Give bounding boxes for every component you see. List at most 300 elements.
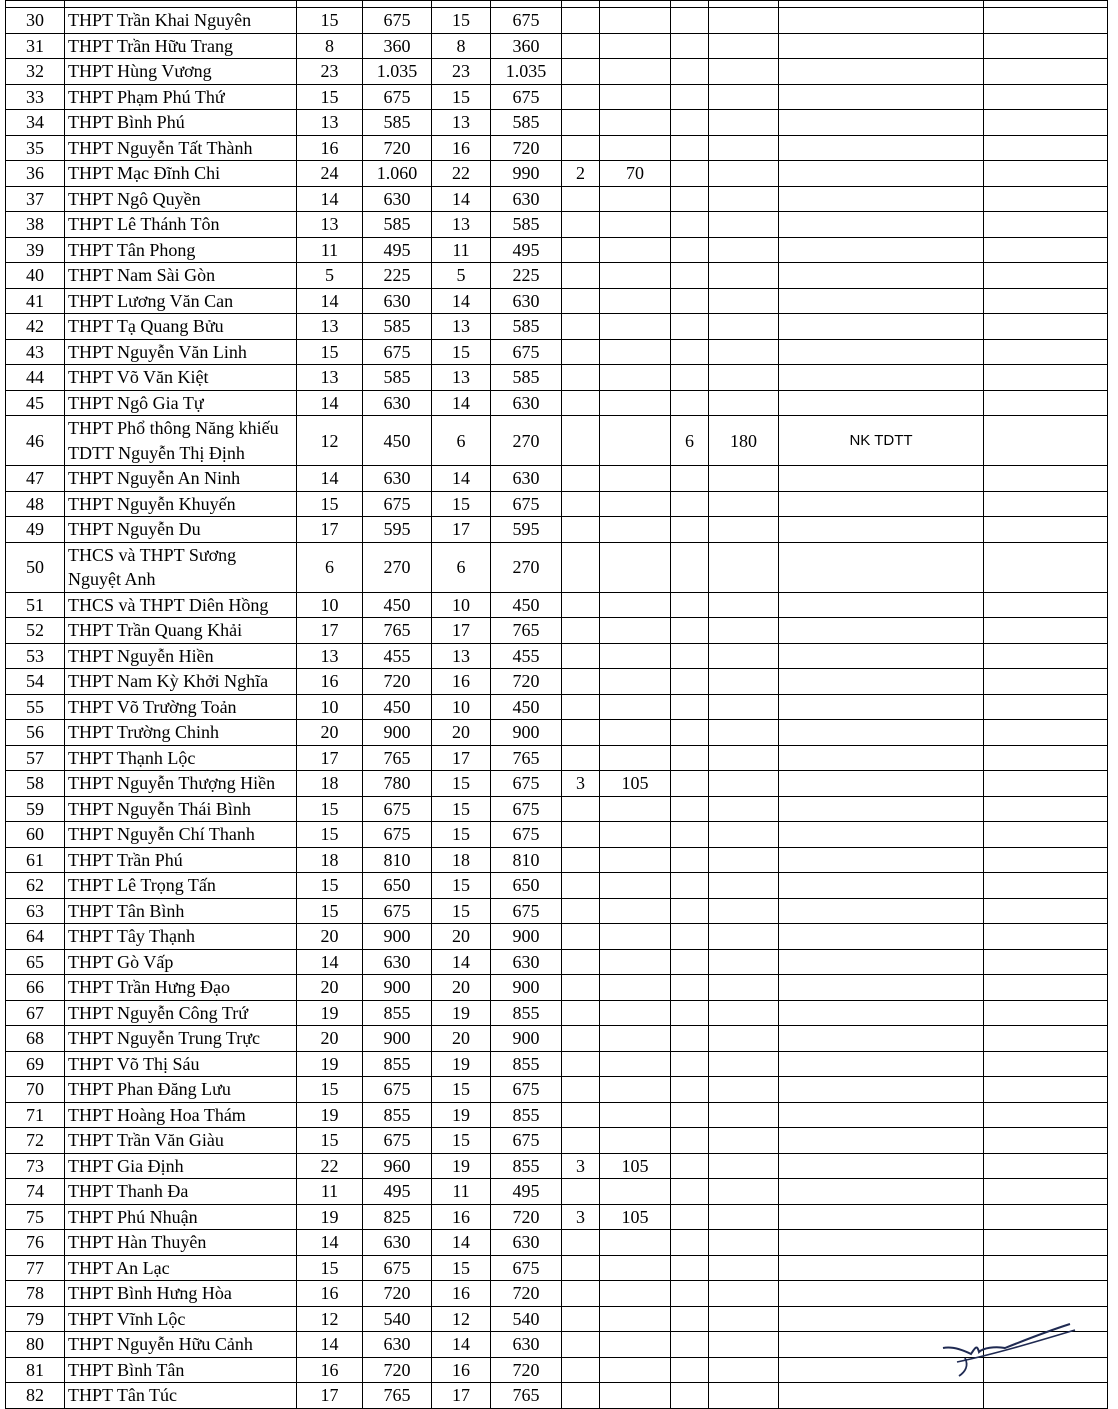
row-number-cell: 56 (6, 720, 65, 746)
regular-classes-cell: 19 (432, 1000, 491, 1026)
special-quota-cell (600, 84, 671, 110)
total-quota-cell: 675 (363, 1255, 432, 1281)
note-cell (779, 1383, 984, 1409)
regular-quota-cell: 720 (491, 1204, 562, 1230)
talent-quota-cell (709, 771, 779, 797)
empty-cell (984, 8, 1108, 34)
regular-quota-cell: 675 (491, 1255, 562, 1281)
empty-cell (984, 110, 1108, 136)
regular-quota-cell: 720 (491, 135, 562, 161)
note-cell (779, 643, 984, 669)
regular-quota-cell: 630 (491, 186, 562, 212)
table-row (6, 1281, 1108, 1307)
total-classes-cell: 19 (297, 1051, 363, 1077)
row-number-cell: 63 (6, 898, 65, 924)
regular-classes-cell: 15 (432, 84, 491, 110)
total-quota-cell: 855 (363, 1102, 432, 1128)
table-row (6, 796, 1108, 822)
special-quota-cell (600, 1000, 671, 1026)
table-row (6, 1077, 1108, 1103)
talent-quota-cell (709, 669, 779, 695)
total-classes-cell: 17 (297, 517, 363, 543)
talent-classes-cell (671, 1281, 709, 1307)
school-name-cell: THPT Lê Trọng Tấn (65, 873, 297, 899)
regular-quota-cell: 855 (491, 1000, 562, 1026)
regular-classes-cell: 14 (432, 390, 491, 416)
empty-cell (984, 949, 1108, 975)
talent-quota-cell (709, 1230, 779, 1256)
total-quota-cell: 585 (363, 314, 432, 340)
special-classes-cell (562, 1306, 600, 1332)
row-number-cell: 35 (6, 135, 65, 161)
talent-classes-cell (671, 1383, 709, 1409)
total-classes-cell: 16 (297, 1357, 363, 1383)
talent-classes-cell (671, 618, 709, 644)
talent-quota-cell (709, 1128, 779, 1154)
total-classes-cell: 19 (297, 1204, 363, 1230)
regular-quota-cell: 450 (491, 592, 562, 618)
special-quota-cell (600, 314, 671, 340)
total-quota-cell: 855 (363, 1051, 432, 1077)
regular-quota-cell: 900 (491, 720, 562, 746)
regular-quota-cell: 855 (491, 1153, 562, 1179)
note-cell (779, 847, 984, 873)
row-number-cell: 43 (6, 339, 65, 365)
talent-quota-cell (709, 1281, 779, 1307)
regular-classes-cell: 13 (432, 110, 491, 136)
row-number-cell: 40 (6, 263, 65, 289)
special-classes-cell (562, 237, 600, 263)
table-row (6, 186, 1108, 212)
table-row (6, 694, 1108, 720)
total-classes-cell: 15 (297, 822, 363, 848)
special-quota-cell (600, 618, 671, 644)
talent-classes-cell (671, 1026, 709, 1052)
regular-quota-cell: 810 (491, 847, 562, 873)
talent-classes-cell (671, 847, 709, 873)
table-row (6, 1153, 1108, 1179)
regular-quota-cell: 765 (491, 1383, 562, 1409)
total-classes-cell: 20 (297, 975, 363, 1001)
row-number-cell: 76 (6, 1230, 65, 1256)
note-cell (779, 898, 984, 924)
regular-classes-cell: 15 (432, 339, 491, 365)
talent-quota-cell (709, 924, 779, 950)
total-quota-cell: 450 (363, 592, 432, 618)
total-quota-cell: 595 (363, 517, 432, 543)
total-quota-cell: 765 (363, 1383, 432, 1409)
talent-quota-cell (709, 466, 779, 492)
regular-quota-cell: 675 (491, 1077, 562, 1103)
regular-quota-cell: 595 (491, 517, 562, 543)
talent-quota-cell (709, 898, 779, 924)
school-name-cell: THPT Nam Sài Gòn (65, 263, 297, 289)
note-cell (779, 745, 984, 771)
special-classes-cell (562, 1000, 600, 1026)
school-name-cell: THPT Phạm Phú Thứ (65, 84, 297, 110)
total-classes-cell: 19 (297, 1102, 363, 1128)
regular-classes-cell: 16 (432, 1281, 491, 1307)
regular-classes-cell: 15 (432, 8, 491, 34)
talent-classes-cell: 6 (671, 416, 709, 466)
total-quota-cell: 675 (363, 339, 432, 365)
regular-quota-cell: 720 (491, 1281, 562, 1307)
school-name-cell: THPT Tân Phong (65, 237, 297, 263)
total-classes-cell: 23 (297, 59, 363, 85)
talent-classes-cell (671, 314, 709, 340)
special-quota-cell (600, 1357, 671, 1383)
school-name-cell: THPT Nguyễn Khuyến (65, 491, 297, 517)
talent-quota-cell (709, 212, 779, 238)
regular-classes-cell: 8 (432, 33, 491, 59)
school-name-cell: THPT Bình Hưng Hòa (65, 1281, 297, 1307)
special-quota-cell (600, 1102, 671, 1128)
empty-cell (984, 669, 1108, 695)
special-classes-cell (562, 84, 600, 110)
empty-cell (984, 1000, 1108, 1026)
row-number-cell: 37 (6, 186, 65, 212)
note-cell (779, 618, 984, 644)
total-classes-cell: 12 (297, 416, 363, 466)
regular-classes-cell: 15 (432, 1077, 491, 1103)
regular-classes-cell: 14 (432, 1332, 491, 1358)
special-classes-cell (562, 694, 600, 720)
special-quota-cell (600, 1230, 671, 1256)
total-classes-cell: 18 (297, 771, 363, 797)
total-classes-cell: 22 (297, 1153, 363, 1179)
empty-cell (984, 1102, 1108, 1128)
table-row (6, 1204, 1108, 1230)
total-quota-cell: 720 (363, 1357, 432, 1383)
empty-cell (984, 517, 1108, 543)
total-quota-cell: 675 (363, 796, 432, 822)
special-classes-cell (562, 643, 600, 669)
special-quota-cell (600, 924, 671, 950)
school-name-cell: THPT Gò Vấp (65, 949, 297, 975)
special-classes-cell (562, 1026, 600, 1052)
total-classes-cell: 19 (297, 1000, 363, 1026)
special-quota-cell (600, 1306, 671, 1332)
special-classes-cell (562, 1128, 600, 1154)
special-quota-cell (600, 517, 671, 543)
empty-cell (984, 975, 1108, 1001)
total-quota-cell: 450 (363, 416, 432, 466)
school-name-cell: THPT Thanh Đa (65, 1179, 297, 1205)
total-classes-cell: 5 (297, 263, 363, 289)
table-row (6, 949, 1108, 975)
empty-cell (984, 1077, 1108, 1103)
note-cell (779, 873, 984, 899)
special-quota-cell (600, 1026, 671, 1052)
regular-quota-cell: 630 (491, 390, 562, 416)
row-number-cell: 36 (6, 161, 65, 187)
table-top-edge-row (6, 1, 1108, 8)
school-name-cell: THPT Trần Hưng Đạo (65, 975, 297, 1001)
regular-classes-cell: 15 (432, 898, 491, 924)
talent-classes-cell (671, 33, 709, 59)
talent-quota-cell (709, 592, 779, 618)
talent-quota-cell (709, 1383, 779, 1409)
regular-classes-cell: 11 (432, 237, 491, 263)
empty-cell (984, 1179, 1108, 1205)
table-row (6, 339, 1108, 365)
special-classes-cell (562, 288, 600, 314)
table-row (6, 745, 1108, 771)
school-name-cell: THPT Phổ thông Năng khiếu TDTT Nguyễn Thị Định (65, 416, 297, 466)
total-quota-cell: 765 (363, 618, 432, 644)
regular-classes-cell: 12 (432, 1306, 491, 1332)
row-number-cell: 81 (6, 1357, 65, 1383)
table-row (6, 416, 1108, 466)
row-number-cell: 49 (6, 517, 65, 543)
school-name-cell: THPT Ngô Gia Tự (65, 390, 297, 416)
special-quota-cell (600, 416, 671, 466)
total-quota-cell: 630 (363, 288, 432, 314)
table-row (6, 618, 1108, 644)
regular-quota-cell: 450 (491, 694, 562, 720)
empty-cell (984, 59, 1108, 85)
total-quota-cell: 675 (363, 1128, 432, 1154)
total-classes-cell: 15 (297, 1255, 363, 1281)
total-classes-cell: 14 (297, 949, 363, 975)
regular-classes-cell: 5 (432, 263, 491, 289)
talent-classes-cell (671, 110, 709, 136)
row-number-cell: 38 (6, 212, 65, 238)
empty-cell (984, 771, 1108, 797)
total-quota-cell: 720 (363, 1281, 432, 1307)
school-name-cell: THPT Nguyễn Trung Trực (65, 1026, 297, 1052)
empty-cell (984, 390, 1108, 416)
talent-quota-cell (709, 1357, 779, 1383)
total-quota-cell: 900 (363, 1026, 432, 1052)
total-quota-cell: 650 (363, 873, 432, 899)
talent-quota-cell (709, 643, 779, 669)
special-classes-cell (562, 263, 600, 289)
special-quota-cell (600, 1051, 671, 1077)
regular-classes-cell: 6 (432, 542, 491, 592)
table-row (6, 59, 1108, 85)
note-cell (779, 517, 984, 543)
school-name-cell: THPT Mạc Đĩnh Chi (65, 161, 297, 187)
total-quota-cell: 900 (363, 720, 432, 746)
note-cell (779, 1230, 984, 1256)
regular-quota-cell: 630 (491, 1332, 562, 1358)
special-classes-cell (562, 796, 600, 822)
total-quota-cell: 495 (363, 1179, 432, 1205)
talent-quota-cell (709, 847, 779, 873)
regular-quota-cell: 675 (491, 84, 562, 110)
empty-cell (984, 898, 1108, 924)
special-classes-cell (562, 898, 600, 924)
regular-quota-cell: 630 (491, 288, 562, 314)
talent-classes-cell (671, 1306, 709, 1332)
special-quota-cell (600, 1077, 671, 1103)
special-quota-cell (600, 592, 671, 618)
special-classes-cell (562, 1077, 600, 1103)
special-quota-cell: 70 (600, 161, 671, 187)
empty-cell (984, 720, 1108, 746)
row-number-cell: 52 (6, 618, 65, 644)
regular-quota-cell: 675 (491, 796, 562, 822)
note-cell: NK TDTT (779, 416, 984, 466)
row-number-cell: 57 (6, 745, 65, 771)
total-quota-cell: 495 (363, 237, 432, 263)
total-quota-cell: 630 (363, 949, 432, 975)
regular-classes-cell: 15 (432, 1255, 491, 1281)
school-name-cell: THPT Nguyễn Thượng Hiền (65, 771, 297, 797)
row-number-cell: 75 (6, 1204, 65, 1230)
talent-classes-cell (671, 1000, 709, 1026)
talent-quota-cell (709, 135, 779, 161)
total-classes-cell: 24 (297, 161, 363, 187)
total-quota-cell: 540 (363, 1306, 432, 1332)
note-cell (779, 59, 984, 85)
regular-classes-cell: 14 (432, 186, 491, 212)
note-cell (779, 694, 984, 720)
school-name-cell: THPT Lê Thánh Tôn (65, 212, 297, 238)
special-quota-cell (600, 8, 671, 34)
total-classes-cell: 13 (297, 212, 363, 238)
table-row (6, 1051, 1108, 1077)
regular-quota-cell: 990 (491, 161, 562, 187)
school-name-cell: THPT Tân Túc (65, 1383, 297, 1409)
total-classes-cell: 13 (297, 314, 363, 340)
total-quota-cell: 900 (363, 924, 432, 950)
total-classes-cell: 20 (297, 720, 363, 746)
total-quota-cell: 630 (363, 1332, 432, 1358)
special-classes-cell (562, 339, 600, 365)
row-number-cell: 58 (6, 771, 65, 797)
table-row (6, 314, 1108, 340)
regular-quota-cell: 650 (491, 873, 562, 899)
row-number-cell: 32 (6, 59, 65, 85)
total-classes-cell: 14 (297, 1230, 363, 1256)
special-quota-cell (600, 1383, 671, 1409)
talent-classes-cell (671, 237, 709, 263)
row-number-cell: 45 (6, 390, 65, 416)
empty-cell (984, 618, 1108, 644)
table-row (6, 491, 1108, 517)
special-classes-cell (562, 466, 600, 492)
school-name-cell: THPT Nguyễn Chí Thanh (65, 822, 297, 848)
regular-classes-cell: 17 (432, 1383, 491, 1409)
table-row (6, 33, 1108, 59)
note-cell (779, 390, 984, 416)
regular-classes-cell: 15 (432, 771, 491, 797)
school-name-cell: THPT Lương Văn Can (65, 288, 297, 314)
special-classes-cell (562, 212, 600, 238)
school-name-cell: THPT Vĩnh Lộc (65, 1306, 297, 1332)
school-name-cell: THPT Võ Thị Sáu (65, 1051, 297, 1077)
talent-quota-cell (709, 263, 779, 289)
talent-classes-cell (671, 669, 709, 695)
handwritten-signature (935, 1318, 1085, 1378)
note-cell (779, 1281, 984, 1307)
table-row (6, 975, 1108, 1001)
note-cell (779, 796, 984, 822)
school-name-cell: THPT Trường Chinh (65, 720, 297, 746)
talent-classes-cell (671, 720, 709, 746)
school-name-cell: THPT Bình Tân (65, 1357, 297, 1383)
total-quota-cell: 960 (363, 1153, 432, 1179)
total-quota-cell: 855 (363, 1000, 432, 1026)
note-cell (779, 822, 984, 848)
total-quota-cell: 825 (363, 1204, 432, 1230)
empty-cell (984, 873, 1108, 899)
special-classes-cell (562, 33, 600, 59)
table-row (6, 592, 1108, 618)
school-name-cell: THPT Nguyễn Văn Linh (65, 339, 297, 365)
school-name-cell: THPT Nguyễn Du (65, 517, 297, 543)
note-cell (779, 365, 984, 391)
talent-classes-cell (671, 949, 709, 975)
row-number-cell: 71 (6, 1102, 65, 1128)
talent-classes-cell (671, 8, 709, 34)
regular-quota-cell: 720 (491, 669, 562, 695)
note-cell (779, 237, 984, 263)
special-classes-cell (562, 416, 600, 466)
total-classes-cell: 10 (297, 592, 363, 618)
note-cell (779, 1077, 984, 1103)
table-row (6, 898, 1108, 924)
note-cell (779, 288, 984, 314)
special-quota-cell (600, 745, 671, 771)
total-classes-cell: 14 (297, 390, 363, 416)
regular-classes-cell: 22 (432, 161, 491, 187)
special-quota-cell (600, 542, 671, 592)
total-classes-cell: 16 (297, 669, 363, 695)
table-row (6, 847, 1108, 873)
special-classes-cell: 2 (562, 161, 600, 187)
total-quota-cell: 675 (363, 8, 432, 34)
special-quota-cell: 105 (600, 771, 671, 797)
talent-quota-cell (709, 720, 779, 746)
note-cell (779, 949, 984, 975)
regular-classes-cell: 13 (432, 365, 491, 391)
special-quota-cell (600, 59, 671, 85)
table-row (6, 1255, 1108, 1281)
regular-quota-cell: 900 (491, 1026, 562, 1052)
row-number-cell: 65 (6, 949, 65, 975)
talent-classes-cell (671, 796, 709, 822)
special-classes-cell (562, 135, 600, 161)
regular-quota-cell: 270 (491, 416, 562, 466)
special-quota-cell (600, 1128, 671, 1154)
regular-quota-cell: 630 (491, 466, 562, 492)
special-classes-cell (562, 1281, 600, 1307)
talent-quota-cell (709, 975, 779, 1001)
total-quota-cell: 360 (363, 33, 432, 59)
row-number-cell: 31 (6, 33, 65, 59)
special-classes-cell (562, 110, 600, 136)
table-row (6, 822, 1108, 848)
note-cell (779, 1204, 984, 1230)
talent-quota-cell (709, 1153, 779, 1179)
total-classes-cell: 10 (297, 694, 363, 720)
regular-classes-cell: 15 (432, 796, 491, 822)
row-number-cell: 64 (6, 924, 65, 950)
regular-quota-cell: 495 (491, 1179, 562, 1205)
row-number-cell: 66 (6, 975, 65, 1001)
total-quota-cell: 780 (363, 771, 432, 797)
empty-cell (984, 1153, 1108, 1179)
special-quota-cell (600, 847, 671, 873)
regular-quota-cell: 675 (491, 771, 562, 797)
regular-classes-cell: 20 (432, 975, 491, 1001)
empty-cell (984, 314, 1108, 340)
school-name-cell: THPT Bình Phú (65, 110, 297, 136)
table-row (6, 542, 1108, 592)
